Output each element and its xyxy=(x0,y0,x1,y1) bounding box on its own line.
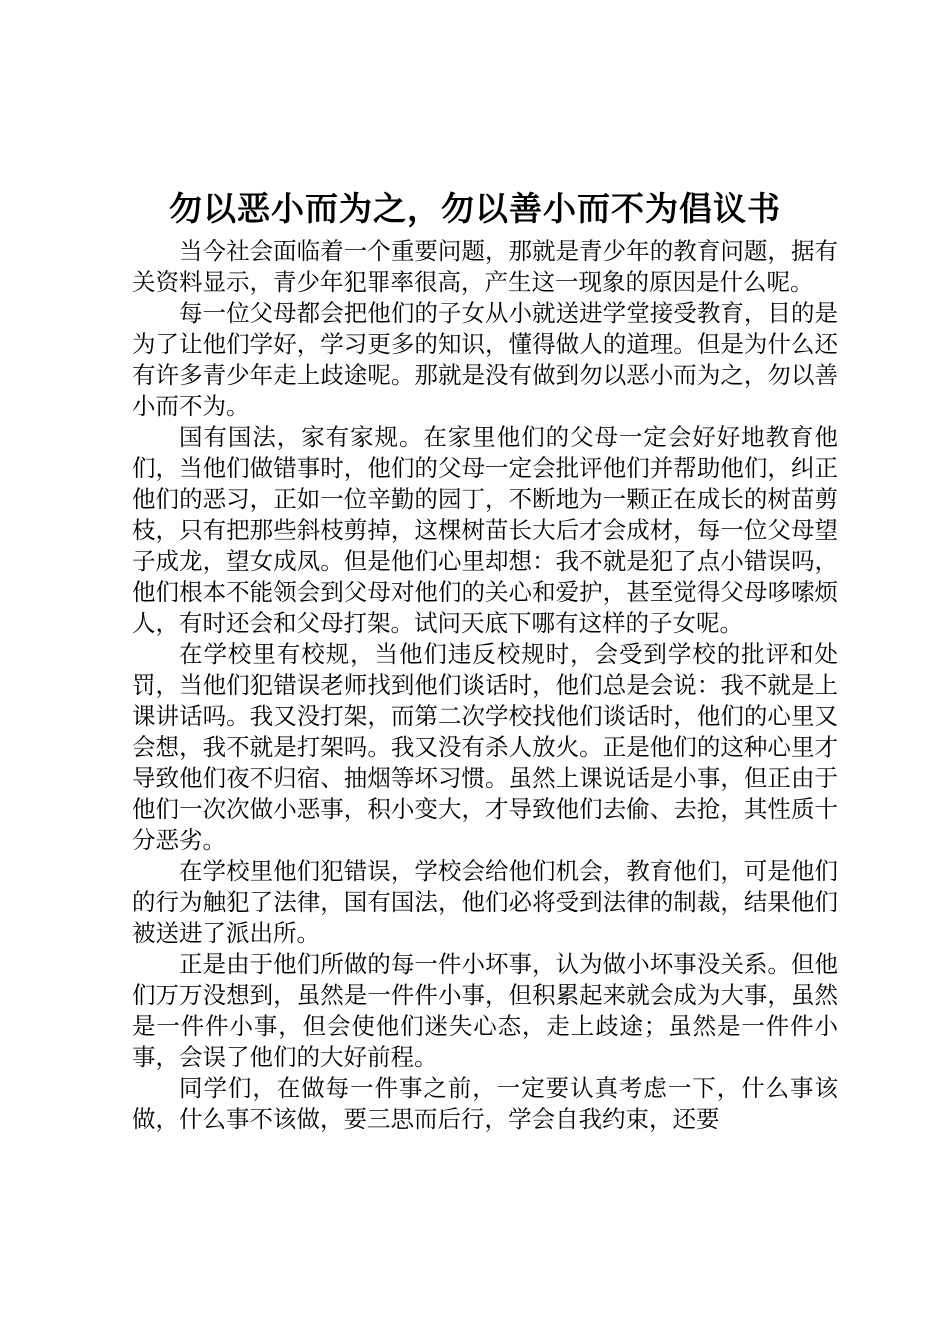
paragraph: 同学们，在做每一件事之前，一定要认真考虑一下，什么事该做，什么事不该做，要三思而后行，学会自我约束，还要 xyxy=(132,1074,838,1133)
document-body xyxy=(132,236,838,1135)
document-title: 勿以恶小而为之，勿以善小而不为倡议书 xyxy=(169,189,781,228)
paragraph: 国有国法，家有家规。在家里他们的父母一定会好好地教育他们，当他们做错事时，他们的父母一定会批评他们并帮助他们，纠正他们的恶习，正如一位辛勤的园丁，不断地为一颗正在成长的树苗剪枝，只有把那些斜枝剪掉，这棵树苗长大后才会成材，每一位父母望子成龙，望女成凤。但是他们心里却想：我不就是犯了点小错误吗，他们根本不能领会到父母对他们的关心和爱护，甚至觉得父母哆嗦烦人，有时还会和父母打架。试问天底下哪有这样的子女呢。 xyxy=(132,423,838,637)
paragraph: 每一位父母都会把他们的子女从小就送进学堂接受教育，目的是为了让他们学好，学习更多的知识，懂得做人的道理。但是为什么还有许多青少年走上歧途呢。那就是没有做到勿以恶小而为之，勿以善小而不为。 xyxy=(132,299,838,420)
paragraph: 在学校里有校规，当他们违反校规时，会受到学校的批评和处罚，当他们犯错误老师找到他们谈话时，他们总是会说：我不就是上课讲话吗。我又没打架，而第二次学校找他们谈话时，他们的心里又会想，我不就是打架吗。我又没有杀人放火。正是他们的这种心里才导致他们夜不归宿、抽烟等坏习惯。虽然上课说话是小事，但正由于他们一次次做小恶事，积小变大，才导致他们去偷、去抢，其性质十分恶劣。 xyxy=(132,640,838,854)
paragraph: 正是由于他们所做的每一件小坏事，认为做小坏事没关系。但他们万万没想到，虽然是一件件小事，但积累起来就会成为大事，虽然是一件件小事，但会使他们迷失心态，走上歧途；虽然是一件件小事，会误了他们的大好前程。 xyxy=(132,950,838,1071)
paragraph: 在学校里他们犯错误，学校会给他们机会，教育他们，可是他们的行为触犯了法律，国有国法，他们必将受到法律的制裁，结果他们被送进了派出所。 xyxy=(132,857,838,947)
paragraph: 当今社会面临着一个重要问题，那就是青少年的教育问题，据有关资料显示，青少年犯罪率很高，产生这一现象的原因是什么呢。 xyxy=(132,237,838,296)
